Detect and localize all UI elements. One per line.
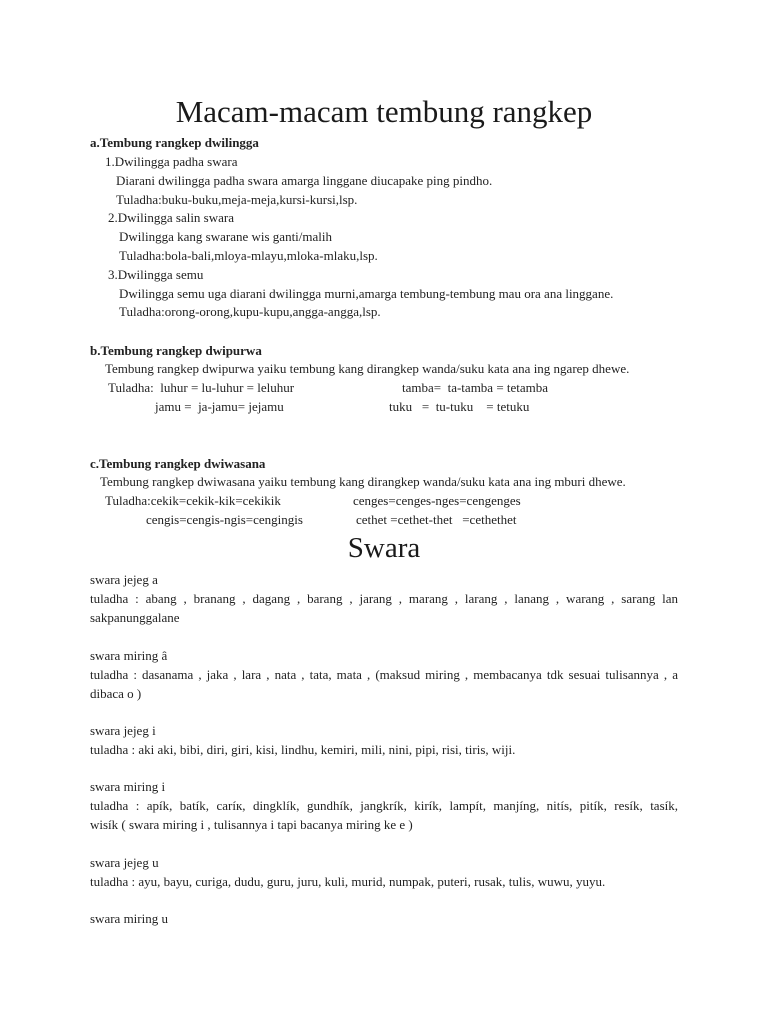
section-b-heading: b.Tembung rangkep dwipurwa <box>90 343 262 358</box>
swara-entry <box>90 853 678 891</box>
section-b-example2-left: jamu = ja-jamu= jejamu <box>155 399 284 414</box>
swara-entry <box>90 909 678 928</box>
swara-label: swara jejeg i <box>90 723 156 738</box>
page-title: Macam-macam tembung rangkep <box>175 94 593 129</box>
swara-example-line: tuladha : aki aki, bibi, diri, giri, kisi, lindhu, kemiri, mili, nini, pipi, risi, tiris, wiji. <box>90 742 516 757</box>
swara-label: swara jejeg u <box>90 855 159 870</box>
section-b-example1-left: Tuladha: luhur = lu-luhur = leluhur <box>108 380 295 395</box>
section-c-example2-left: cengis=cengis-ngis=cengingis <box>146 512 303 527</box>
section-b-desc: Tembung rangkep dwipurwa yaiku tembung kang dirangkep wanda/suku kata ana ing ngarep dhewe. <box>105 361 630 376</box>
swara-label: swara miring i <box>90 779 166 794</box>
section-a-item2-example: Tuladha:bola-bali,mloya-mlayu,mloka-mlaku,lsp. <box>119 248 378 263</box>
swara-entry <box>90 570 678 627</box>
section-b-example1-right: tamba= ta-tamba = tetamba <box>402 380 549 395</box>
swara-label: swara miring u <box>90 911 168 926</box>
swara-example-line: wisík ( swara miring i , tulisannya i tapi bacanya miring ke e ) <box>90 817 413 832</box>
swara-title: Swara <box>347 532 421 564</box>
swara-example-line: tuladha : ayu, bayu, curiga, dudu, guru, juru, kuli, murid, numpak, puteri, rusak, tulis, wuwu, yuyu. <box>90 874 606 889</box>
section-a-item2-desc: Dwilingga kang swarane wis ganti/malih <box>119 229 333 244</box>
swara-entry <box>90 777 678 834</box>
section-c-example1-right: cenges=cenges-nges=cengenges <box>353 493 521 508</box>
swara-label: swara jejeg a <box>90 572 158 587</box>
section-b-example2-right: tuku = tu-tuku = tetuku <box>389 399 530 414</box>
swara-example-line: tuladha : dasanama , jaka , lara , nata , tata, mata , (maksud miring , membacanya tdk sesuai tulisannya , a <box>90 667 678 682</box>
section-c-example1-left: Tuladha:cekik=cekik-kik=cekikik <box>105 493 281 508</box>
section-a-item2: 2.Dwilingga salin swara <box>108 210 235 225</box>
swara-label: swara miring â <box>90 648 168 663</box>
swara-example-line: sakpanunggalane <box>90 610 180 625</box>
section-a-item1: 1.Dwilingga padha swara <box>105 154 238 169</box>
section-a-item3-desc: Dwilingga semu uga diarani dwilingga murni,amarga tembung-tembung mau ora ana linggane. <box>119 286 614 301</box>
section-c-example2-right: cethet =cethet-thet =cethethet <box>356 512 517 527</box>
swara-example-line: tuladha : abang , branang , dagang , barang , jarang , marang , larang , lanang , warang , sarang lan <box>90 591 678 606</box>
swara-example-line: tuladha : apík, batík, caríк, dingklík, gundhík, jangkrík, kirík, lampít, manjíng, nitís, pitík, resík, tasík, <box>90 798 678 813</box>
section-a-item3-example: Tuladha:orong-orong,kupu-kupu,angga-angga,lsp. <box>119 304 381 319</box>
section-a-item1-desc: Diarani dwilingga padha swara amarga linggane diucapake ping pindho. <box>116 173 493 188</box>
section-c-desc: Tembung rangkep dwiwasana yaiku tembung kang dirangkep wanda/suku kata ana ing mburi dhewe. <box>100 474 626 489</box>
swara-example-line: dibaca o ) <box>90 686 142 701</box>
section-c-heading: c.Tembung rangkep dwiwasana <box>90 456 266 471</box>
swara-entry <box>90 646 678 703</box>
section-a-heading: a.Tembung rangkep dwilingga <box>90 135 259 150</box>
section-a-item3: 3.Dwilingga semu <box>108 267 204 282</box>
swara-entry <box>90 721 678 759</box>
section-a-item1-example: Tuladha:buku-buku,meja-meja,kursi-kursi,lsp. <box>116 192 358 207</box>
